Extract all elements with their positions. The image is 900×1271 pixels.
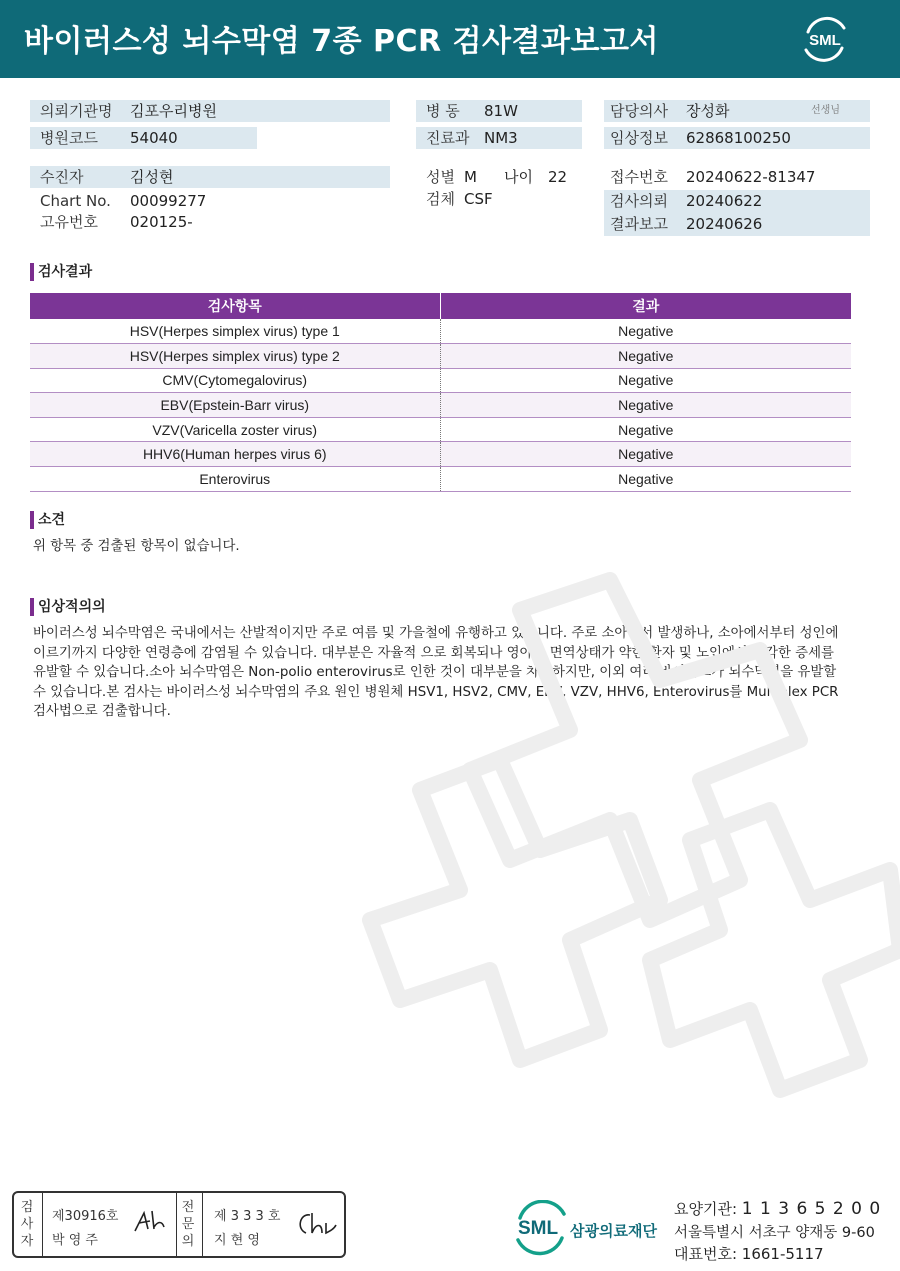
clinical-line: 검사법으로 검출합니다. [33,704,171,720]
test-request-label: 검사의뢰 [610,192,668,210]
doctor-suffix: 선생님 [811,105,840,116]
table-row [30,417,851,442]
specimen-value: CSF [464,190,493,208]
table-row [30,393,851,418]
foundation-name: 삼광의료재단 [570,1222,657,1240]
specialist-name: 지 현 영 [214,1233,260,1248]
age-label: 나이 [504,168,533,186]
sex-label: 성별 [426,168,455,186]
report-title: 바이러스성 뇌수막염 7종 PCR 검사결과보고서 [24,24,659,59]
test-result-cell: Negative [440,344,851,369]
patient-value: 김성현 [130,168,174,186]
phone-line [674,1243,824,1264]
clinical-line: 바이러스성 뇌수막염은 국내에서는 산발적이지만 주로 여름 및 가을철에 유행하고 있습니다. 주로 소아에서 발생하나, 소아에서부터 성인에 [33,626,839,641]
specialist-signature-icon [294,1209,338,1239]
chart-no-value: 00099277 [130,192,207,210]
ward-value: 81W [484,102,518,120]
test-item-cell: EBV(Epstein-Barr virus) [30,393,440,418]
hospital-code-value: 54040 [130,129,178,147]
test-item-cell: Enterovirus [30,467,440,492]
dates-field [604,190,870,236]
care-number: 1 1 3 6 5 2 0 0 [741,1199,882,1219]
clinical-info-value: 62868100250 [686,129,791,147]
test-item-cell: HHV6(Human herpes virus 6) [30,442,440,467]
table-row [30,442,851,467]
specimen-label: 검체 [426,190,455,208]
institution-label: 의뢰기관명 [40,102,113,120]
svg-text:SML: SML [517,1218,559,1239]
patient-label: 수진자 [40,168,84,186]
doctor-label: 담당의사 [610,102,668,120]
doctor-field [604,100,870,122]
sml-footer-logo-icon [510,1200,570,1256]
clinical-section-title: 임상적의의 [30,597,106,617]
ward-field [416,100,582,122]
examiner-label: 검 사 자 [20,1200,34,1249]
test-item-cell: HSV(Herpes simplex virus) type 1 [30,319,440,344]
unique-no-value: 020125- [130,213,193,231]
department-label: 진료과 [426,129,470,147]
results-section-title: 검사결과 [30,262,92,282]
result-report-label: 결과보고 [610,215,668,233]
institution-field [30,100,390,122]
department-value: NM3 [484,129,518,147]
findings-section-title: 소견 [30,510,65,530]
results-table [30,293,851,492]
findings-text: 위 항목 중 검출된 항목이 없습니다. [33,539,240,554]
result-report-value: 20240626 [686,215,763,233]
sml-logo-icon [800,14,850,64]
unique-no-field [30,211,390,233]
sex-age-field [416,166,586,188]
specimen-field [416,188,586,210]
examiner-signature-icon [132,1207,166,1237]
table-row [30,344,851,369]
clinical-line: 유발할 수 있습니다.소아 뇌수막염은 Non-polio enterovirus로 인한 것이 대부분을 차지하지만, 이외 여러 바이러스가 뇌수막염을 유발할 [33,665,837,681]
chart-no-label: Chart No. [40,192,111,210]
care-label: 요양기관: [674,1200,738,1218]
test-result-cell: Negative [440,417,851,442]
patient-field [30,166,390,188]
test-result-cell: Negative [440,442,851,467]
address-line: 서울특별시 서초구 양재동 9-60 [674,1225,875,1241]
receipt-no-field [604,166,870,188]
test-result-cell: Negative [440,368,851,393]
footer-logo [510,1200,670,1256]
care-institution-line [674,1198,881,1219]
svg-text:SML: SML [809,32,841,49]
clinical-line: 수 있습니다.본 검사는 바이러스성 뇌수막염의 주요 원인 병원체 HSV1, HSV2, CMV, EBV, VZV, HHV6, Enterovirus를 Multiplex PCR [33,684,839,700]
phone-number: 1661-5117 [741,1245,824,1263]
table-row [30,368,851,393]
ward-label: 병 동 [426,102,460,120]
department-field [416,127,582,149]
test-result-cell: Negative [440,319,851,344]
receipt-no-value: 20240622-81347 [686,168,816,186]
age-value: 22 [548,168,568,186]
test-result-cell: Negative [440,467,851,492]
test-item-cell: HSV(Herpes simplex virus) type 2 [30,344,440,369]
examiner-name: 박 영 주 [52,1233,98,1248]
sex-value: M [464,168,477,186]
specialist-license-no: 제 3 3 3 호 [214,1209,281,1224]
doctor-value: 장성화 [686,102,730,120]
clinical-info-label: 임상정보 [610,129,668,147]
examiner-license-no: 제30916호 [52,1209,119,1224]
clinical-info-field [604,127,870,149]
chart-no-field [30,190,390,212]
clinical-text [33,624,863,722]
clinical-line: 이르기까지 다양한 연령층에 감염될 수 있습니다. 대부분은 자율적 으로 회복되나 영아와 면역상태가 약한 환자 및 노인에서 심각한 증세를 [33,645,834,661]
test-result-cell: Negative [440,393,851,418]
phone-label: 대표번호: [674,1245,738,1263]
unique-no-label: 고유번호 [40,213,98,231]
institution-value: 김포우리병원 [130,102,217,120]
table-row [30,319,851,344]
column-header-result: 결과 [440,293,851,319]
test-request-value: 20240622 [686,192,763,210]
column-header-item: 검사항목 [30,293,440,319]
test-item-cell: CMV(Cytomegalovirus) [30,368,440,393]
test-item-cell: VZV(Varicella zoster virus) [30,417,440,442]
receipt-no-label: 접수번호 [610,168,668,186]
signature-box [12,1191,346,1258]
hospital-code-label: 병원코드 [40,129,98,147]
table-row [30,467,851,492]
hospital-code-field [30,127,257,149]
specialist-label: 전 문 의 [181,1200,195,1249]
results-header-row [30,293,851,319]
report-header [0,0,900,78]
